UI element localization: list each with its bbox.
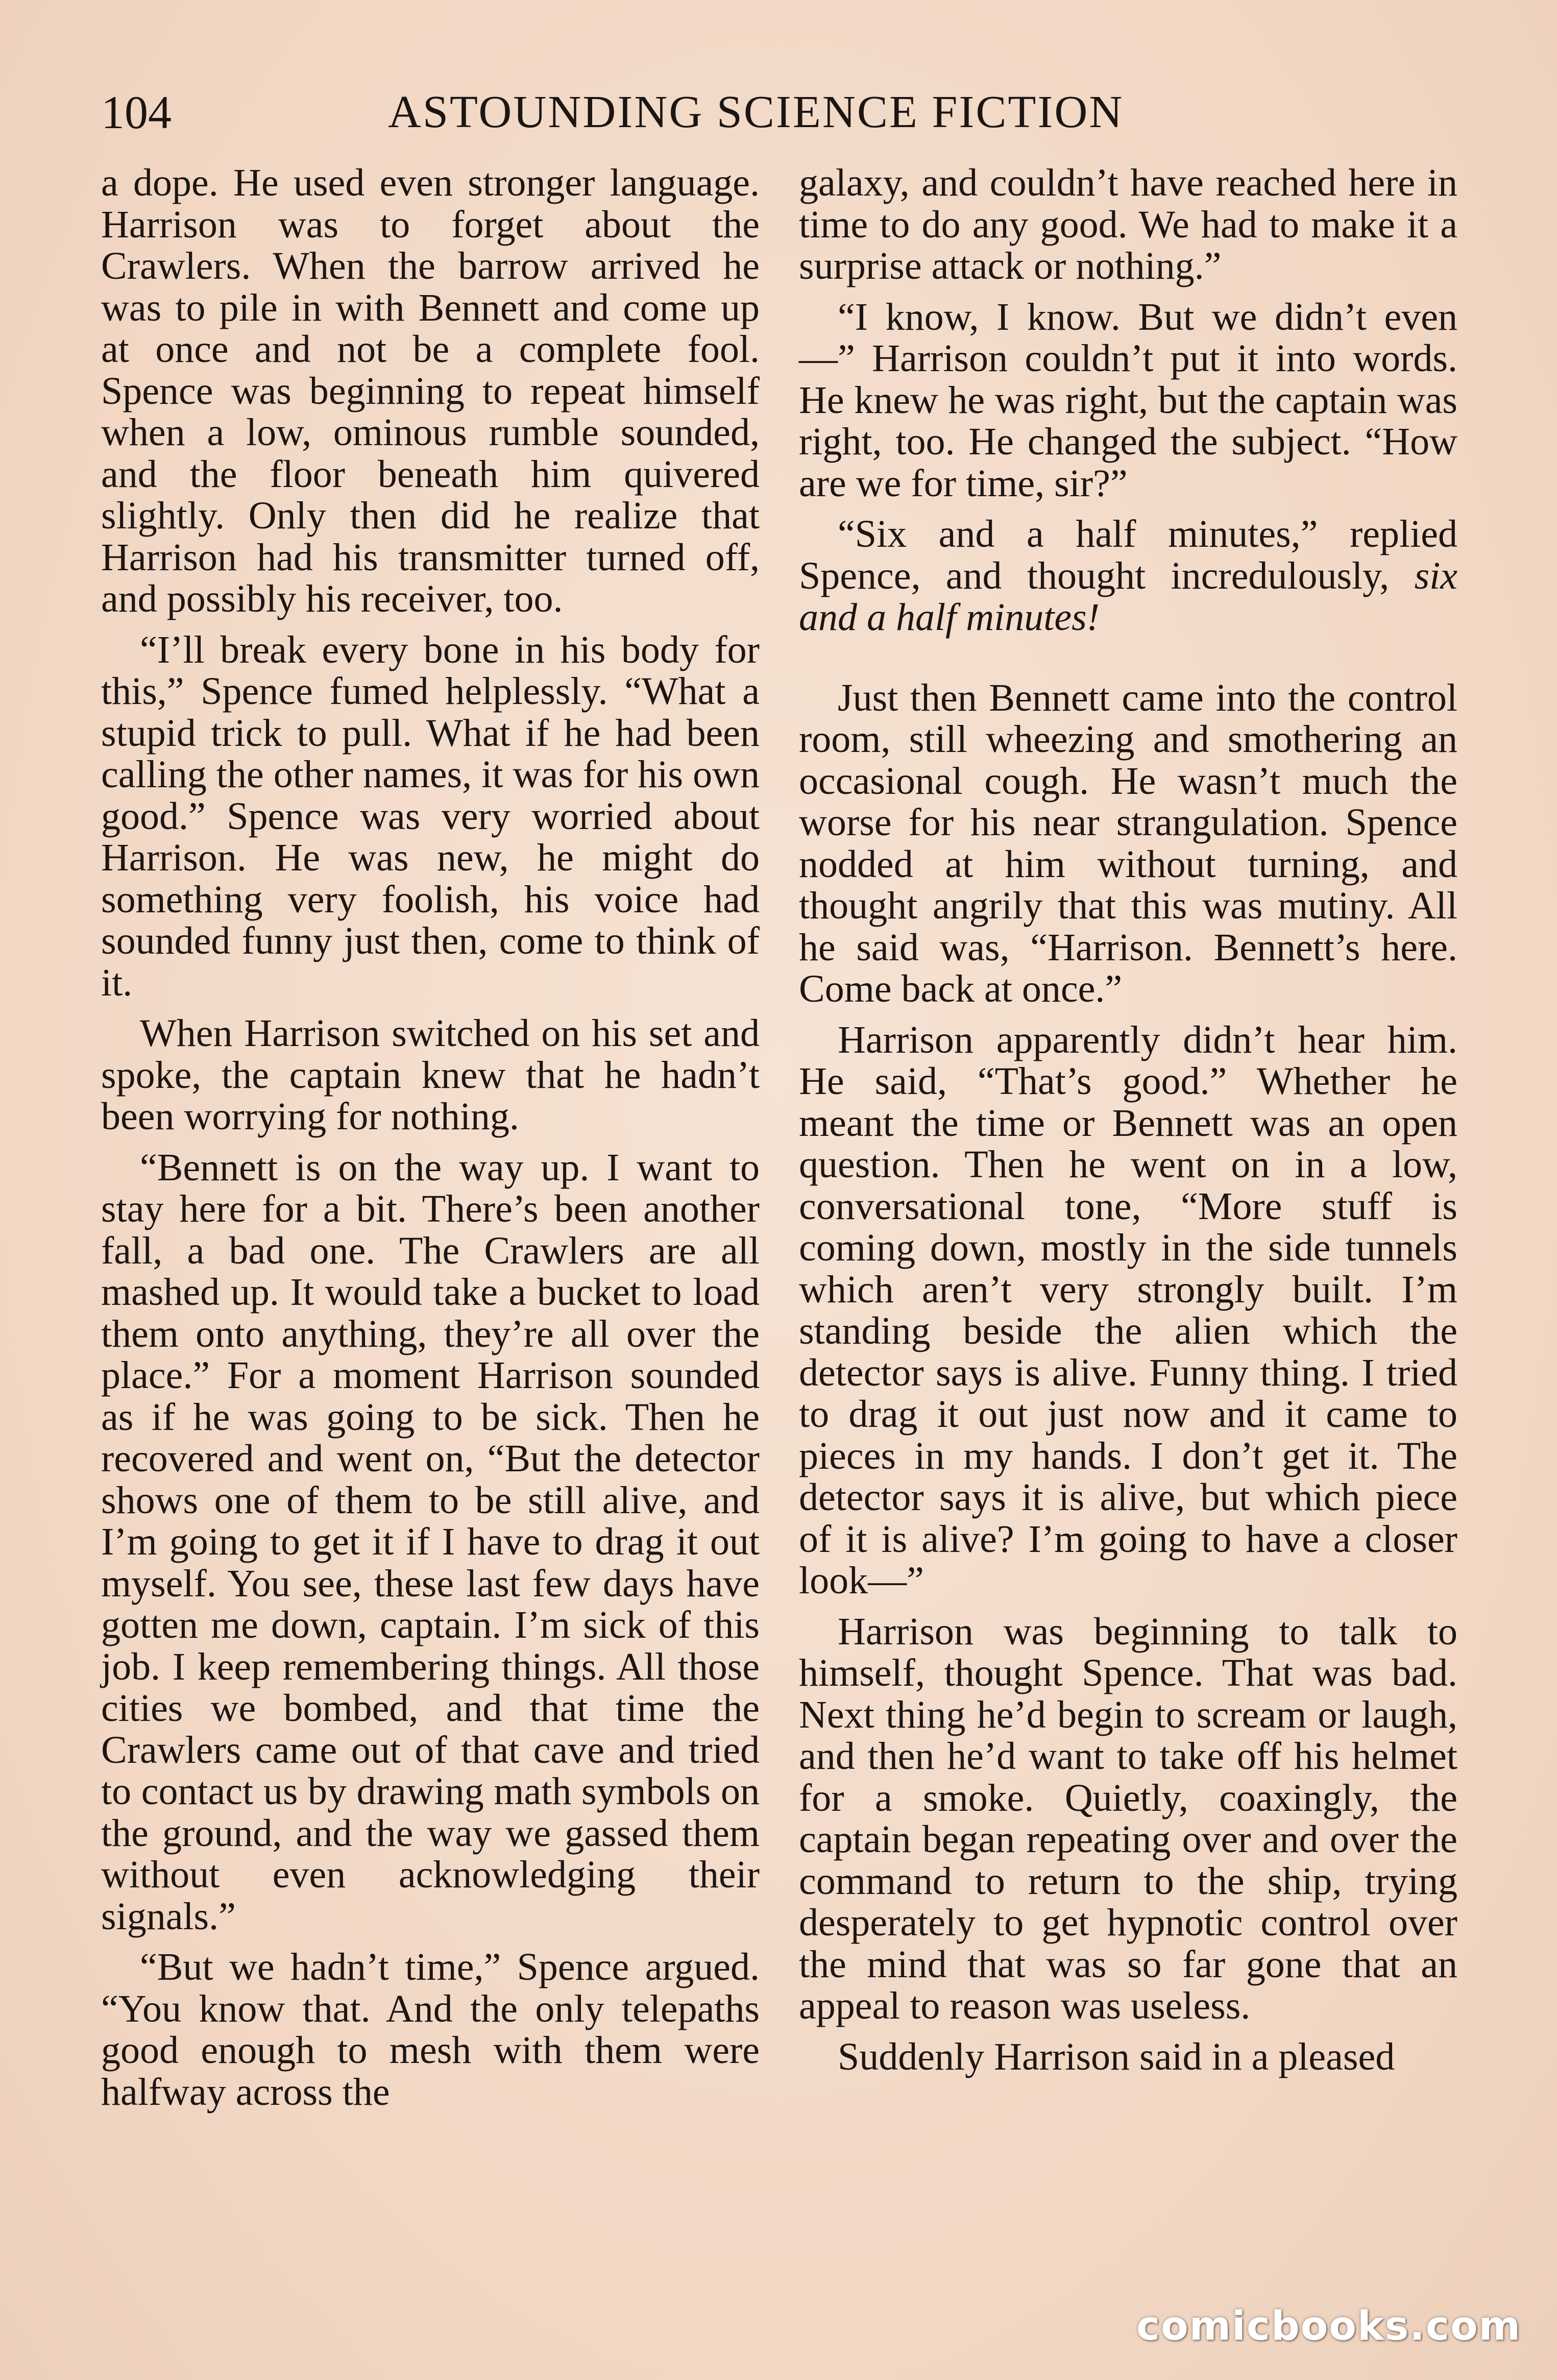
left-column <box>101 162 760 2122</box>
paragraph: Harrison was beginning to talk to himself, thought Spence. That was bad. Next thing he’d begin to scream or laugh, and then he’d want to take off his helmet for a smoke. Quietly, coaxingly, the captain began repeating over and over the command to return to the ship, trying desperately to get hypnotic control over the mind that was so far gone that an appeal to reason was useless. <box>799 1610 1457 2027</box>
watermark: comicbooks.com <box>1136 2303 1521 2349</box>
right-column <box>799 162 1457 2087</box>
paragraph: “I know, I know. But we didn’t even—” Harrison couldn’t put it into words. He knew he was right, but the captain was right, too. He changed the subject. “How are we for time, sir?” <box>799 295 1457 505</box>
paragraph: galaxy, and couldn’t have reached here in time to do any good. We had to make it a surprise attack or nothing.” <box>799 161 1457 287</box>
paragraph: Harrison apparently didn’t hear him. He said, “That’s good.” Whether he meant the time or Bennett was an open question. Then he went on in a low, conversational tone, “More stuff is coming down, mostly in the side tunnels which aren’t very strongly built. I’m standing beside the alien which the detector says is alive. Funny thing. I tried to drag it out just now and it came to pieces in my hands. I don’t get it. The detector says it is alive, but which piece of it is alive? I’m going to have a closer look—” <box>799 1018 1457 1602</box>
running-head: ASTOUNDING SCIENCE FICTION <box>388 87 1124 137</box>
paragraph: a dope. He used even stronger language. Harrison was to forget about the Crawlers. When the barrow arrived he was to pile in with Bennett and come up at once and not be a complete fool. Spence was beginning to repeat himself when a low, ominous rumble sounded, and the floor beneath him quivered slightly. Only then did he realize that Harrison had his transmitter turned off, and possibly his receiver, too. <box>101 161 760 620</box>
page-number: 104 <box>101 86 172 138</box>
paragraph: When Harrison switched on his set and spoke, the captain knew that he hadn’t been worrying for nothing. <box>101 1012 760 1138</box>
paragraph: “I’ll break every bone in his body for this,” Spence fumed helplessly. “What a stupid trick to pull. What if he had been calling the other names, it was for his own good.” Spence was very worried about Harrison. He was new, he might do something very foolish, his voice had sounded funny just then, come to think of it. <box>101 628 760 1004</box>
paragraph: Suddenly Harrison said in a pleased <box>838 2035 1395 2078</box>
paragraph: Just then Bennett came into the control room, still wheezing and smothering an occasional cough. He wasn’t much the worse for his near strangulation. Spence nodded at him without turning, and thought angrily that this was mutiny. All he said was, “Harrison. Bennett’s here. Come back at once.” <box>799 676 1457 1010</box>
paragraph: “But we hadn’t time,” Spence argued. “You know that. And the only telepaths good enough to mesh with them were halfway across the <box>101 1946 760 2114</box>
italic-thought: six and a half minutes! <box>799 554 1457 639</box>
page-header <box>101 77 1450 143</box>
paragraph: “Bennett is on the way up. I want to stay here for a bit. There’s been another fall, a bad one. The Crawlers are all mashed up. It would take a bucket to load them onto anything, they’re all over the place.” For a moment Harrison sounded as if he was going to be sick. Then he recovered and went on, “But the detector shows one of them to be still alive, and I’m going to get it if I have to drag it out myself. You see, these last few days have gotten me down, captain. I’m sick of this job. I keep remembering things. All those cities we bombed, and that time the Crawlers came out of that cave and tried to contact us by drawing math symbols on the ground, and the way we gassed them without even acknowledging their signals.” <box>101 1146 760 1938</box>
paragraph-text: “Six and a half minutes,” replied Spence, and thought incredulously, <box>799 513 1457 597</box>
paragraph <box>799 514 1457 639</box>
